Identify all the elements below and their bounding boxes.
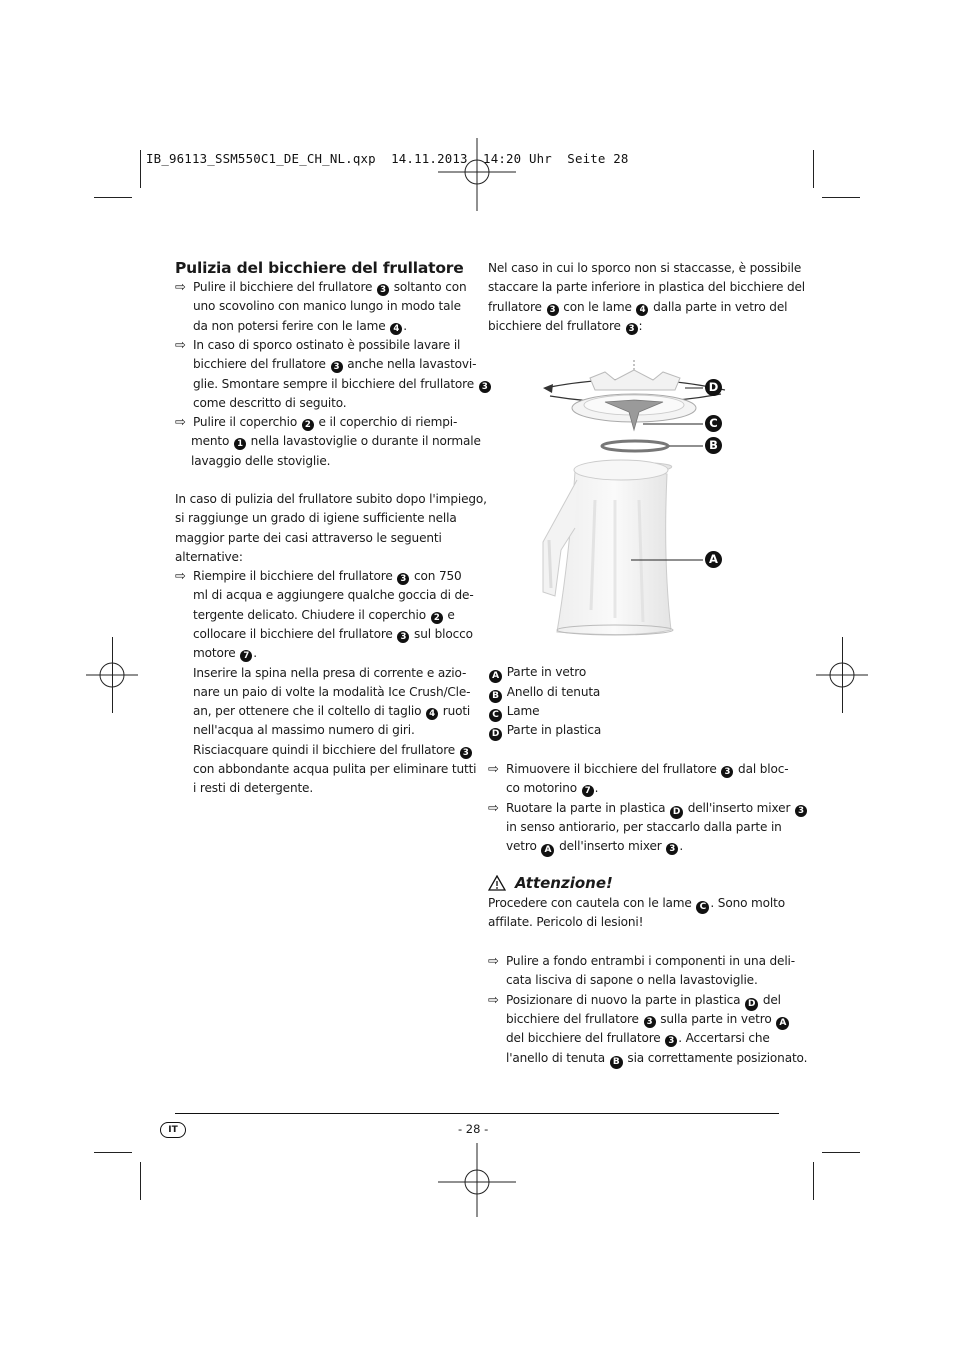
- text-span: bicchiere del frullatore: [193, 357, 330, 372]
- text-span: staccare la parte inferiore in plastica del bicchiere del: [488, 280, 805, 295]
- text-line: [191, 432, 481, 451]
- text-line: [193, 664, 466, 683]
- text-line: [175, 413, 457, 432]
- text-line: [506, 779, 598, 798]
- legend-item: C Lame: [488, 702, 539, 722]
- text-span: nare un paio di volte la modalità Ice Crush/Cle-: [193, 684, 471, 699]
- text-span: del: [759, 992, 781, 1007]
- ref-number-icon: 4: [426, 708, 438, 720]
- text-line: [175, 567, 462, 586]
- text-span: dell'inserto mixer: [684, 800, 794, 815]
- text-span: in senso antiorario, per staccarlo dalla parte in: [506, 819, 782, 834]
- text-span: e il coperchio di riempi-: [314, 415, 458, 429]
- text-line: [488, 952, 795, 971]
- ref-number-icon: 3: [397, 573, 409, 585]
- text-span: Procedere con cautela con le lame: [488, 896, 696, 910]
- ref-number-icon: 3: [397, 631, 409, 643]
- label-b-icon: B: [489, 690, 502, 703]
- ref-number-icon: 3: [721, 766, 733, 778]
- text-line: [193, 606, 455, 625]
- text-line: [175, 278, 467, 297]
- ref-number-icon: 3: [331, 361, 343, 373]
- ref-number-icon: 7: [582, 785, 594, 797]
- label-a-icon: A: [489, 670, 502, 683]
- text-span: sulla parte in vetro: [656, 1011, 776, 1026]
- text-span: nell'acqua al massimo numero di giri.: [193, 723, 415, 738]
- text-line: [193, 683, 470, 702]
- text-line: [193, 760, 476, 779]
- text-span: mento: [191, 434, 233, 449]
- arrow-right-icon: ⇨: [488, 992, 499, 1008]
- ref-number-icon: 1: [234, 438, 246, 450]
- arrow-right-icon: ⇨: [488, 954, 499, 969]
- text-line: [175, 509, 457, 528]
- text-span: collocare il bicchiere del frullatore: [193, 626, 397, 641]
- text-line: [488, 894, 785, 914]
- text-span: vetro: [506, 839, 541, 854]
- text-span: :: [638, 318, 643, 333]
- figure-label-a: A: [705, 551, 722, 568]
- text-line: [193, 394, 346, 413]
- ref-letter-icon: A: [541, 844, 554, 857]
- text-span: affilate. Pericolo di lesioni!: [488, 915, 644, 930]
- text-line: [488, 259, 801, 278]
- text-line: [193, 586, 474, 605]
- text-span: Pulire il bicchiere del frullatore: [193, 280, 377, 294]
- text-span: soltanto con: [390, 280, 467, 294]
- text-line: [506, 971, 758, 990]
- ref-number-icon: 3: [479, 381, 491, 393]
- registration-mark-right: [816, 649, 868, 701]
- text-line: [193, 625, 473, 644]
- text-span: glie. Smontare sempre il bicchiere del frullatore: [193, 376, 478, 391]
- arrow-right-icon: ⇨: [175, 569, 186, 584]
- crop-mark: [94, 1152, 132, 1153]
- text-span: uno scovolino con manico lungo in modo tale: [193, 299, 461, 314]
- arrow-right-icon: ⇨: [175, 415, 186, 430]
- ref-number-icon: 3: [665, 1035, 677, 1047]
- arrow-right-icon: ⇨: [175, 338, 186, 353]
- registration-mark-bottom: [438, 1143, 516, 1221]
- ref-letter-icon: D: [745, 998, 758, 1011]
- text-line: [506, 837, 683, 857]
- arrow-right-icon: ⇨: [175, 280, 186, 295]
- ref-number-icon: 2: [302, 419, 314, 431]
- arrow-right-icon: ⇨: [488, 800, 499, 816]
- text-line: [193, 721, 415, 740]
- text-span: nella lavastoviglie o durante il normale: [246, 434, 481, 449]
- text-span: bicchiere del frullatore: [506, 1011, 643, 1026]
- text-span: con le lame: [559, 299, 636, 314]
- crop-mark: [813, 1162, 814, 1200]
- label-d-icon: D: [489, 728, 502, 741]
- text-line: [488, 317, 642, 336]
- text-line: [488, 991, 781, 1011]
- arrow-right-icon: ⇨: [488, 762, 499, 777]
- ref-number-icon: 4: [636, 304, 648, 316]
- text-span: motore: [193, 646, 240, 661]
- crop-mark: [822, 1152, 860, 1153]
- text-span: .: [253, 646, 257, 661]
- blender-figure: [535, 360, 735, 642]
- text-line: [175, 529, 442, 548]
- text-line: [193, 355, 476, 374]
- text-span: In caso di sporco ostinato è possibile lavare il: [193, 338, 461, 352]
- text-span: co motorino: [506, 781, 581, 796]
- text-line: [506, 1029, 770, 1048]
- text-span: l'anello di tenuta: [506, 1050, 609, 1065]
- ref-number-icon: 3: [460, 747, 472, 759]
- text-line: [193, 317, 407, 336]
- crop-mark: [140, 150, 141, 188]
- ref-letter-icon: D: [670, 806, 683, 819]
- text-span: con 750: [410, 569, 462, 583]
- text-line: [506, 1010, 790, 1030]
- ref-number-icon: 3: [666, 843, 678, 855]
- text-span: e: [443, 607, 455, 622]
- footer-rule: [175, 1113, 779, 1114]
- registration-mark-top: [438, 133, 516, 211]
- text-span: da non potersi ferire con le lame: [193, 318, 390, 333]
- warning-title: Attenzione!: [515, 874, 613, 892]
- text-span: si raggiunge un grado di igiene sufficiente nella: [175, 511, 457, 526]
- text-span: sul blocco: [410, 626, 473, 641]
- crop-mark: [140, 1162, 141, 1200]
- legend-item: D Parte in plastica: [488, 721, 601, 741]
- ref-number-icon: 2: [431, 612, 443, 624]
- text-span: Posizionare di nuovo la parte in plastica: [506, 992, 745, 1007]
- text-span: Nel caso in cui lo sporco non si staccasse, è possibile: [488, 261, 802, 275]
- text-span: .: [403, 318, 407, 333]
- text-line: [488, 298, 787, 317]
- label-c-icon: C: [489, 709, 502, 722]
- text-span: bicchiere del frullatore: [488, 318, 625, 333]
- page-number: - 28 -: [458, 1122, 489, 1136]
- crop-mark: [94, 197, 132, 198]
- text-span: .: [594, 781, 599, 796]
- text-line: [175, 548, 243, 567]
- text-span: cata lisciva di sapone o nella lavastoviglie.: [506, 973, 758, 988]
- text-span: an, per ottenere che il coltello di taglio: [193, 704, 426, 719]
- text-span: lavaggio delle stoviglie.: [191, 453, 331, 468]
- text-span: In caso di pulizia del frullatore subito dopo l'impiego,: [175, 492, 487, 506]
- text-span: ruoti: [439, 704, 471, 719]
- text-span: Risciacquare quindi il bicchiere del frullatore: [193, 742, 459, 757]
- text-line: [193, 741, 473, 760]
- warning-triangle-icon: [488, 875, 506, 891]
- text-span: .: [679, 839, 684, 854]
- text-line: [488, 278, 805, 297]
- section-heading: Pulizia del bicchiere del frullatore: [175, 259, 464, 277]
- text-span: . Accertarsi che: [678, 1031, 770, 1046]
- text-span: i resti di detergente.: [193, 781, 314, 796]
- ref-number-icon: 3: [626, 323, 638, 335]
- legend-item: A Parte in vetro: [488, 663, 586, 683]
- text-line: [506, 818, 782, 837]
- crop-mark: [813, 150, 814, 188]
- legend-item: B Anello di tenuta: [488, 683, 600, 703]
- text-span: con abbondante acqua pulita per eliminare tutti: [193, 762, 477, 776]
- text-span: Pulire il coperchio: [193, 415, 301, 429]
- text-span: del bicchiere del frullatore: [506, 1031, 665, 1046]
- text-span: tergente delicato. Chiudere il coperchio: [193, 607, 430, 622]
- text-line: [191, 452, 330, 471]
- text-line: [193, 702, 470, 721]
- ref-number-icon: 3: [795, 805, 807, 817]
- text-line: [488, 913, 643, 932]
- file-header: IB_96113_SSM550C1_DE_CH_NL.qxp 14.11.2013 14:20 Uhr Seite 28: [146, 151, 629, 166]
- text-span: Inserire la spina nella presa di corrente e azio-: [193, 665, 467, 680]
- text-line: [193, 644, 257, 663]
- text-line: [488, 760, 788, 779]
- text-span: ml di acqua e aggiungere qualche goccia di de-: [193, 588, 474, 603]
- text-span: sia correttamente posizionato.: [623, 1050, 808, 1065]
- text-span: Pulire a fondo entrambi i componenti in una deli-: [506, 954, 795, 968]
- ref-letter-icon: A: [776, 1017, 789, 1030]
- ref-letter-icon: B: [610, 1056, 623, 1069]
- text-span: dalla parte in vetro del: [649, 299, 788, 314]
- figure-label-d: D: [705, 379, 722, 396]
- text-span: maggior parte dei casi attraverso le seguenti: [175, 530, 442, 545]
- registration-mark-left: [86, 649, 138, 701]
- figure-label-c: C: [705, 415, 722, 432]
- text-line: [488, 799, 808, 819]
- text-line: [193, 375, 492, 394]
- ref-number-icon: 7: [240, 650, 252, 662]
- text-span: . Sono molto: [710, 896, 785, 910]
- ref-number-icon: 3: [644, 1016, 656, 1028]
- ref-letter-icon: C: [696, 901, 709, 914]
- text-span: come descritto di seguito.: [193, 395, 347, 410]
- text-span: Rimuovere il bicchiere del frullatore: [506, 762, 721, 776]
- text-line: [175, 490, 487, 509]
- text-span: dell'inserto mixer: [555, 839, 666, 854]
- ref-number-icon: 4: [390, 323, 402, 335]
- text-span: dal bloc-: [734, 762, 789, 776]
- text-span: frullatore: [488, 299, 546, 314]
- ref-number-icon: 3: [547, 304, 559, 316]
- figure-label-b: B: [705, 437, 722, 454]
- text-line: [506, 1049, 807, 1069]
- text-span: Riempire il bicchiere del frullatore: [193, 569, 397, 583]
- text-line: [193, 779, 313, 798]
- text-span: anche nella lavastovi-: [343, 357, 477, 372]
- crop-mark: [822, 197, 860, 198]
- ref-number-icon: 3: [377, 284, 389, 296]
- text-line: [175, 336, 460, 355]
- text-line: [193, 297, 461, 316]
- language-badge: IT: [160, 1122, 186, 1138]
- text-span: Ruotare la parte in plastica: [506, 800, 670, 815]
- text-span: alternative:: [175, 549, 243, 564]
